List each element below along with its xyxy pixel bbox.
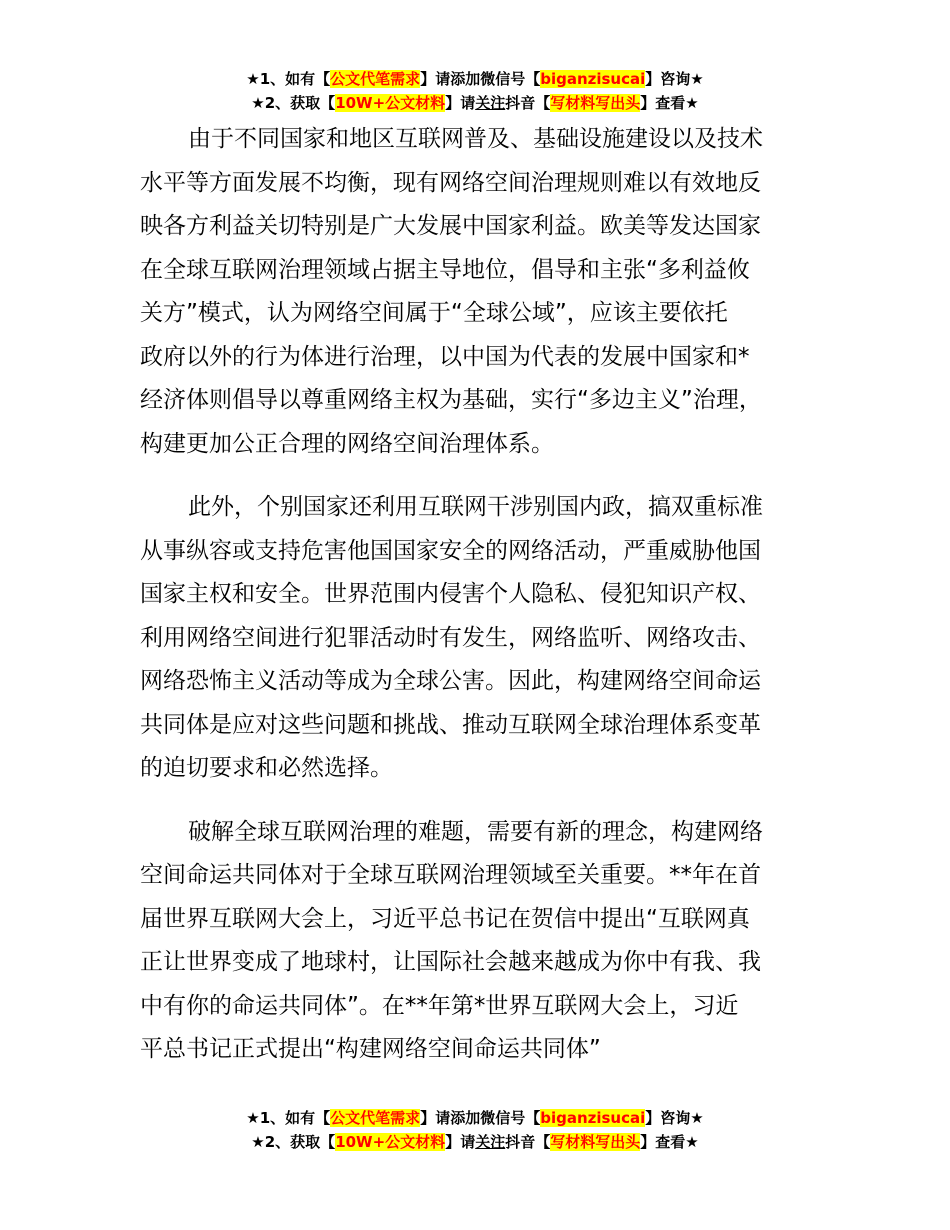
paragraph-1 [140, 118, 830, 466]
paragraph-line: 网络恐怖主义活动等成为全球公害。因此，构建网络空间命运 [140, 668, 761, 694]
paragraph-line: 映各方利益关切特别是广大发展中国家利益。欧美等发达国家 [140, 213, 761, 239]
banner-line-2: ★2、获取【10W+公文材料】请关注抖音【写材料写出头】查看★ [251, 94, 699, 112]
paragraph-line: 构建更加公正合理的网络空间治理体系。 [140, 430, 554, 457]
banner-line-1: ★1、如有【公文代笔需求】请添加微信号【biganzisucai】咨询★ [246, 1109, 704, 1127]
paragraph-line: 政府以外的行为体进行治理，以中国为代表的发展中国家和* [140, 343, 750, 370]
banner-line-1: ★1、如有【公文代笔需求】请添加微信号【biganzisucai】咨询★ [246, 70, 704, 88]
paragraph-line: 在全球互联网治理领域占据主导地位，倡导和主张“多利益攸 [140, 256, 750, 283]
paragraph-line: 破解全球互联网治理的难题，需要有新的理念，构建网络 [188, 818, 763, 845]
highlight-wechat-id: biganzisucai [540, 70, 646, 88]
paragraph-line: 共同体是应对这些问题和挑战、推动互联网全球治理体系变革 [140, 711, 761, 738]
underlined-follow: 关注 [475, 1133, 506, 1151]
highlight-douyin-account: 写材料写出头 [550, 94, 641, 112]
highlight-service: 公文代笔需求 [330, 70, 421, 88]
highlight-douyin-account: 写材料写出头 [550, 1133, 641, 1151]
document-body [140, 118, 830, 1092]
underlined-follow: 关注 [475, 94, 506, 112]
paragraph-line: 经济体则倡导以尊重网络主权为基础，实行“多边主义”治理， [140, 387, 762, 413]
paragraph-line: 中有你的命运共同体”。在**年第*世界互联网大会上，习近 [140, 992, 739, 1019]
highlight-wechat-id: biganzisucai [540, 1109, 646, 1127]
paragraph-line: 此外，个别国家还利用互联网干涉别国内政，搞双重标准 [188, 494, 763, 520]
highlight-materials: 10W+公文材料 [335, 1133, 446, 1151]
paragraph-line: 正让世界变成了地球村，让国际社会越来越成为你中有我、我 [140, 949, 761, 975]
footer-banner [0, 1106, 950, 1154]
paragraph-line: 届世界互联网大会上，习近平总书记在贺信中提出“互联网真 [140, 905, 750, 932]
paragraph-line: 关方”模式，认为网络空间属于“全球公域”，应该主要依托 [140, 300, 728, 326]
header-banner [0, 67, 950, 115]
paragraph-line: 平总书记正式提出“构建网络空间命运共同体” [140, 1036, 601, 1062]
paragraph-line: 由于不同国家和地区互联网普及、基础设施建设以及技术 [188, 126, 763, 152]
highlight-service: 公文代笔需求 [330, 1109, 421, 1127]
paragraph-line: 空间命运共同体对于全球互联网治理领域至关重要。**年在首 [140, 862, 761, 888]
paragraph-3 [140, 811, 830, 1072]
highlight-materials: 10W+公文材料 [335, 94, 446, 112]
paragraph-line: 国家主权和安全。世界范围内侵害个人隐私、侵犯知识产权、 [140, 581, 761, 607]
paragraph-2 [140, 486, 830, 791]
banner-line-2: ★2、获取【10W+公文材料】请关注抖音【写材料写出头】查看★ [251, 1133, 699, 1151]
paragraph-line: 水平等方面发展不均衡，现有网络空间治理规则难以有效地反 [140, 169, 761, 196]
paragraph-line: 从事纵容或支持危害他国国家安全的网络活动，严重威胁他国 [140, 537, 761, 564]
paragraph-line: 的迫切要求和必然选择。 [140, 755, 393, 781]
paragraph-line: 利用网络空间进行犯罪活动时有发生，网络监听、网络攻击、 [140, 624, 761, 651]
